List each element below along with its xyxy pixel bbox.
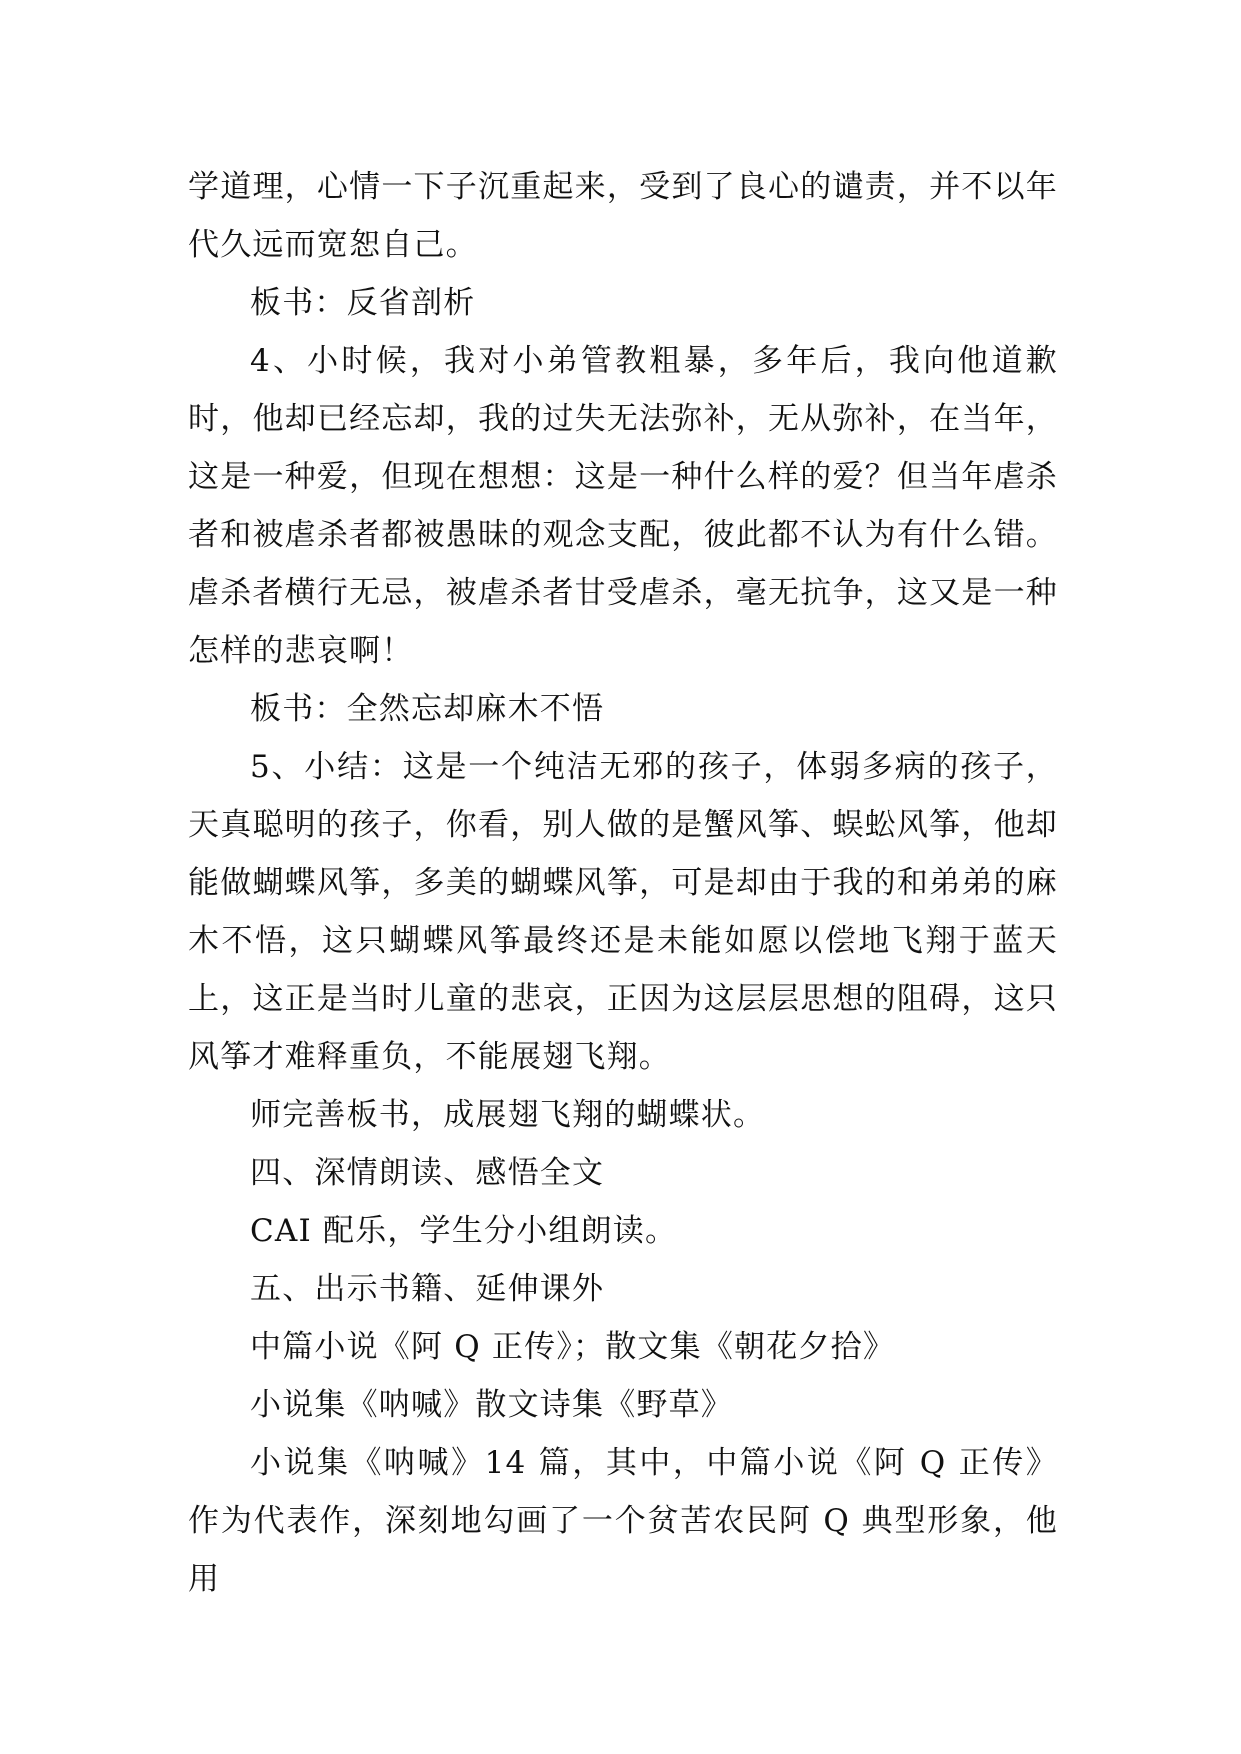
- paragraph: 中篇小说《阿 Q 正传》；散文集《朝花夕拾》: [250, 1329, 896, 1365]
- paragraph: 师完善板书，成展翅飞翔的蝴蝶状。: [250, 1097, 766, 1133]
- paragraph: 五、出示书籍、延伸课外: [250, 1271, 605, 1307]
- paragraph: 5、小结：这是一个纯洁无邪的孩子，体弱多病的孩子，天真聪明的孩子，你看，别人做的是蟹风筝、蜈蚣风筝，他却能做蝴蝶风筝，多美的蝴蝶风筝，可是却由于我的和弟弟的麻木不悟，这只蝴蝶风筝最终还是未能如愿以偿地飞翔于蓝天上，这正是当时儿童的悲哀，正因为这层层思想的阻碍，这只风筝才难释重负，不能展翅飞翔。: [188, 749, 1058, 1075]
- paragraph: 小说集《呐喊》14 篇，其中，中篇小说《阿 Q 正传》作为代表作，深刻地勾画了一个贫苦农民阿 Q 典型形象，他用: [188, 1445, 1058, 1597]
- paragraph: 板书：全然忘却麻木不悟: [250, 691, 605, 727]
- paragraph: CAI 配乐，学生分小组朗读。: [250, 1213, 678, 1249]
- paragraph: 板书：反省剖析: [250, 285, 476, 321]
- paragraph: 4、小时候，我对小弟管教粗暴，多年后，我向他道歉时，他却已经忘却，我的过失无法弥补，无从弥补，在当年，这是一种爱，但现在想想：这是一种什么样的爱？但当年虐杀者和被虐杀者都被愚昧的观念支配，彼此都不认为有什么错。虐杀者横行无忌，被虐杀者甘受虐杀，毫无抗争，这又是一种怎样的悲哀啊！: [188, 343, 1058, 669]
- document-body: [188, 158, 1058, 1608]
- paragraph: 小说集《呐喊》散文诗集《野草》: [250, 1387, 733, 1423]
- paragraph: 学道理，心情一下子沉重起来，受到了良心的谴责，并不以年代久远而宽恕自己。: [188, 169, 1058, 263]
- paragraph: 四、深情朗读、感悟全文: [250, 1155, 605, 1191]
